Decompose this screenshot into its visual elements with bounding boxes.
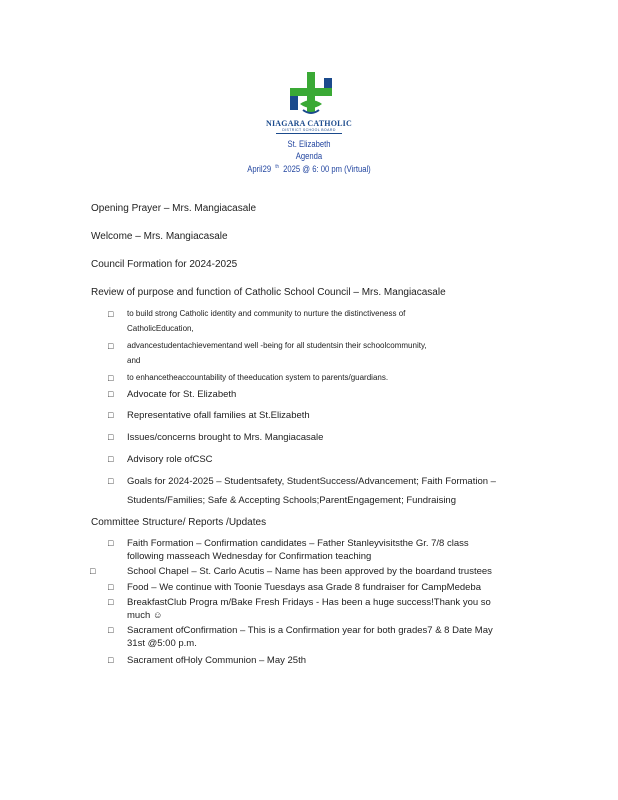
list-item: Sacrament ofHoly Communion – May 25th [127, 655, 306, 666]
list-item: Issues/concerns brought to Mrs. Mangiacasale [127, 432, 324, 443]
bullet-icon: □ [108, 538, 114, 548]
section-review: Review of purpose and function of Catholic School Council – Mrs. Mangiacasale [91, 287, 446, 298]
bullet-icon: □ [108, 597, 114, 607]
list-item: 31st @5:00 p.m. [127, 638, 197, 649]
bullet-icon: □ [108, 655, 114, 665]
bullet-icon: □ [108, 373, 114, 383]
logo-rule [276, 133, 342, 134]
list-item: and [127, 356, 141, 365]
list-item: advancestudentachievementand well -being for all studentsin their schoolcommunity, [127, 341, 427, 350]
bullet-icon: □ [108, 476, 114, 486]
meeting-date: April29 $^{th}$ 2025 @ 6: 00 pm (Virtual) [247, 164, 371, 174]
logo-name: NIAGARA CATHOLIC [266, 119, 352, 128]
list-item: Goals for 2024-2025 – Studentsafety, StudentSuccess/Advancement; Faith Formation – [127, 476, 496, 487]
list-item: following masseach Wednesday for Confirmation teaching [127, 551, 372, 562]
page-title: Agenda [295, 151, 323, 161]
school-name: St. Elizabeth [287, 139, 331, 149]
bullet-icon: □ [108, 341, 114, 351]
list-item: Advisory role ofCSC [127, 454, 213, 465]
list-item: CatholicEducation, [127, 324, 194, 333]
section-welcome: Welcome – Mrs. Mangiacasale [91, 231, 228, 242]
list-item: BreakfastClub Progra m/Bake Fresh Fridays - Has been a huge success!Thank you so [127, 597, 491, 608]
list-item: Faith Formation – Confirmation candidates – Father Stanleyvisitsthe Gr. 7/8 class [127, 538, 469, 549]
list-item: Representative ofall families at St.Elizabeth [127, 410, 310, 421]
section-council: Council Formation for 2024-2025 [91, 259, 238, 270]
list-item: Advocate for St. Elizabeth [127, 389, 237, 400]
list-item: School Chapel – St. Carlo Acutis – Name has been approved by the boardand trustees [127, 566, 492, 577]
list-item: much ☺ [127, 610, 163, 621]
list-item: Sacrament ofConfirmation – This is a Confirmation year for both grades7 & 8 Date May [127, 625, 493, 636]
bullet-icon: □ [108, 625, 114, 635]
section-opening: Opening Prayer – Mrs. Mangiacasale [91, 203, 257, 214]
list-item: to enhancetheaccountability of theeducation system to parents/guardians. [127, 373, 389, 382]
bullet-icon: □ [108, 432, 114, 442]
bullet-icon: □ [108, 410, 114, 420]
section-committee: Committee Structure/ Reports /Updates [91, 517, 267, 528]
bullet-icon: □ [108, 309, 114, 319]
bullet-icon: □ [108, 389, 114, 399]
bullet-icon: □ [108, 582, 114, 592]
bullet-icon: □ [90, 566, 96, 576]
logo-subname: DISTRICT SCHOOL BOARD [282, 128, 336, 132]
list-item: to build strong Catholic identity and community to nurture the distinctiveness of [127, 309, 406, 318]
list-item: Food – We continue with Toonie Tuesdays asa Grade 8 fundraiser for CampMedeba [127, 582, 481, 593]
bullet-icon: □ [108, 454, 114, 464]
list-item: Students/Families; Safe & Accepting Schools;ParentEngagement; Fundraising [127, 495, 456, 506]
